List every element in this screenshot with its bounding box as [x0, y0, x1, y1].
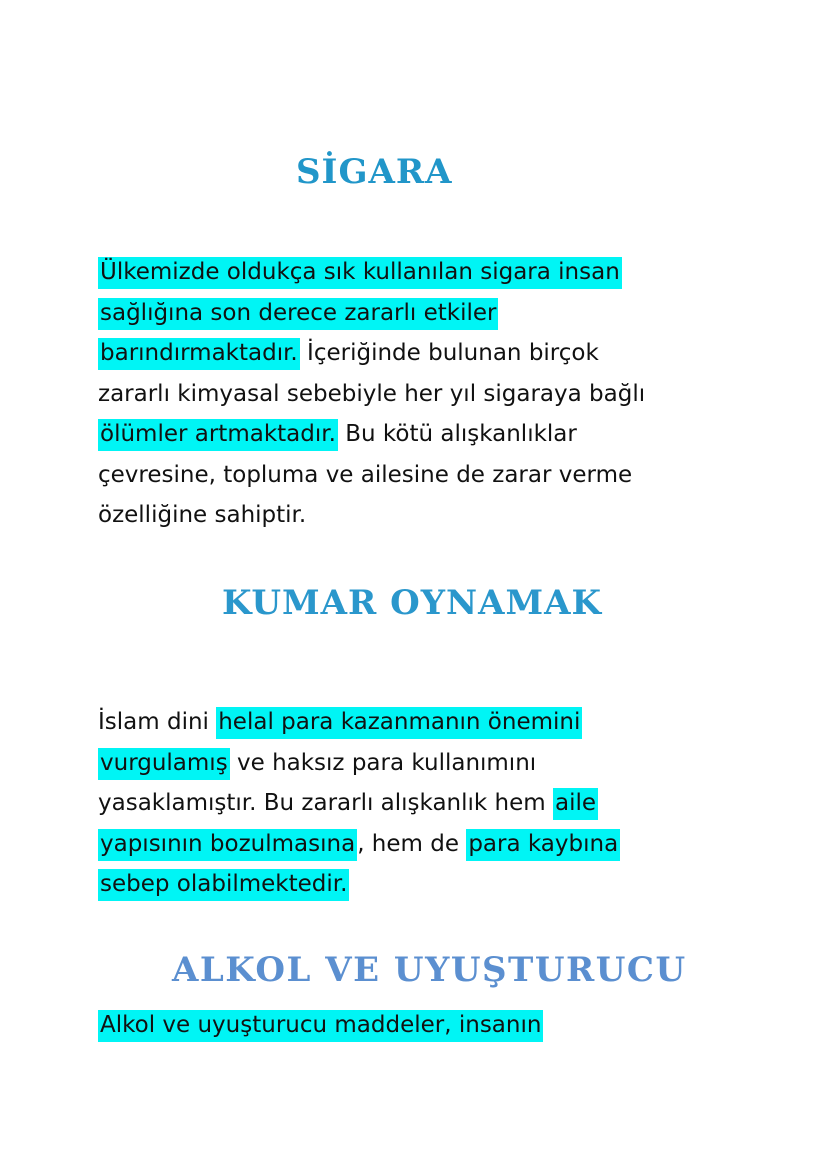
plain-text: çevresine, topluma ve ailesine de zarar verme	[98, 461, 633, 488]
plain-text: özelliğine sahiptir.	[98, 502, 307, 528]
paragraph-line	[98, 864, 620, 905]
plain-text: ve haksız para kullanımını	[229, 749, 537, 776]
paragraph-alkol	[98, 1005, 543, 1046]
paragraph-kumar	[98, 702, 620, 905]
highlighted-text: sebep olabilmektedir.	[98, 869, 349, 901]
plain-text: zararlı kimyasal sebebiyle her yıl sigaraya bağlı	[98, 380, 646, 407]
plain-text: İçeriğinde bulunan birçok	[299, 340, 599, 366]
highlighted-text: yapısının bozulmasına	[98, 829, 357, 861]
plain-text: İslam dini	[98, 709, 217, 735]
paragraph-line	[98, 1005, 543, 1046]
highlighted-text: barındırmaktadır.	[98, 338, 300, 370]
heading-kumar-oynamak: KUMAR OYNAMAK	[222, 583, 603, 623]
paragraph-line	[98, 293, 645, 334]
paragraph-line	[98, 374, 645, 415]
paragraph-sigara	[98, 252, 645, 536]
heading-alkol-ve-uyusturucu: ALKOL VE UYUŞTURUCU	[172, 950, 687, 990]
paragraph-line	[98, 333, 645, 374]
paragraph-line	[98, 743, 620, 784]
highlighted-text: Ülkemizde oldukça sık kullanılan sigara insan	[98, 257, 622, 289]
heading-sigara: SİGARA	[296, 152, 453, 192]
highlighted-text: aile	[553, 788, 598, 820]
paragraph-line	[98, 824, 620, 865]
highlighted-text: Alkol ve uyuşturucu maddeler, insanın	[98, 1010, 543, 1042]
highlighted-text: helal para kazanmanın önemini	[216, 707, 582, 739]
highlighted-text: ölümler artmaktadır.	[98, 419, 338, 451]
highlighted-text: para kaybına	[466, 829, 620, 861]
plain-text: , hem de	[357, 830, 467, 857]
paragraph-line	[98, 414, 645, 455]
paragraph-line	[98, 495, 645, 536]
highlighted-text: sağlığına son derece zararlı etkiler	[98, 298, 498, 330]
paragraph-line	[98, 455, 645, 496]
plain-text: yasaklamıştır. Bu zararlı alışkanlık hem	[98, 790, 553, 816]
highlighted-text: vurgulamış	[98, 748, 230, 780]
paragraph-line	[98, 783, 620, 824]
plain-text: Bu kötü alışkanlıklar	[337, 421, 577, 447]
paragraph-line	[98, 252, 645, 293]
paragraph-line	[98, 702, 620, 743]
